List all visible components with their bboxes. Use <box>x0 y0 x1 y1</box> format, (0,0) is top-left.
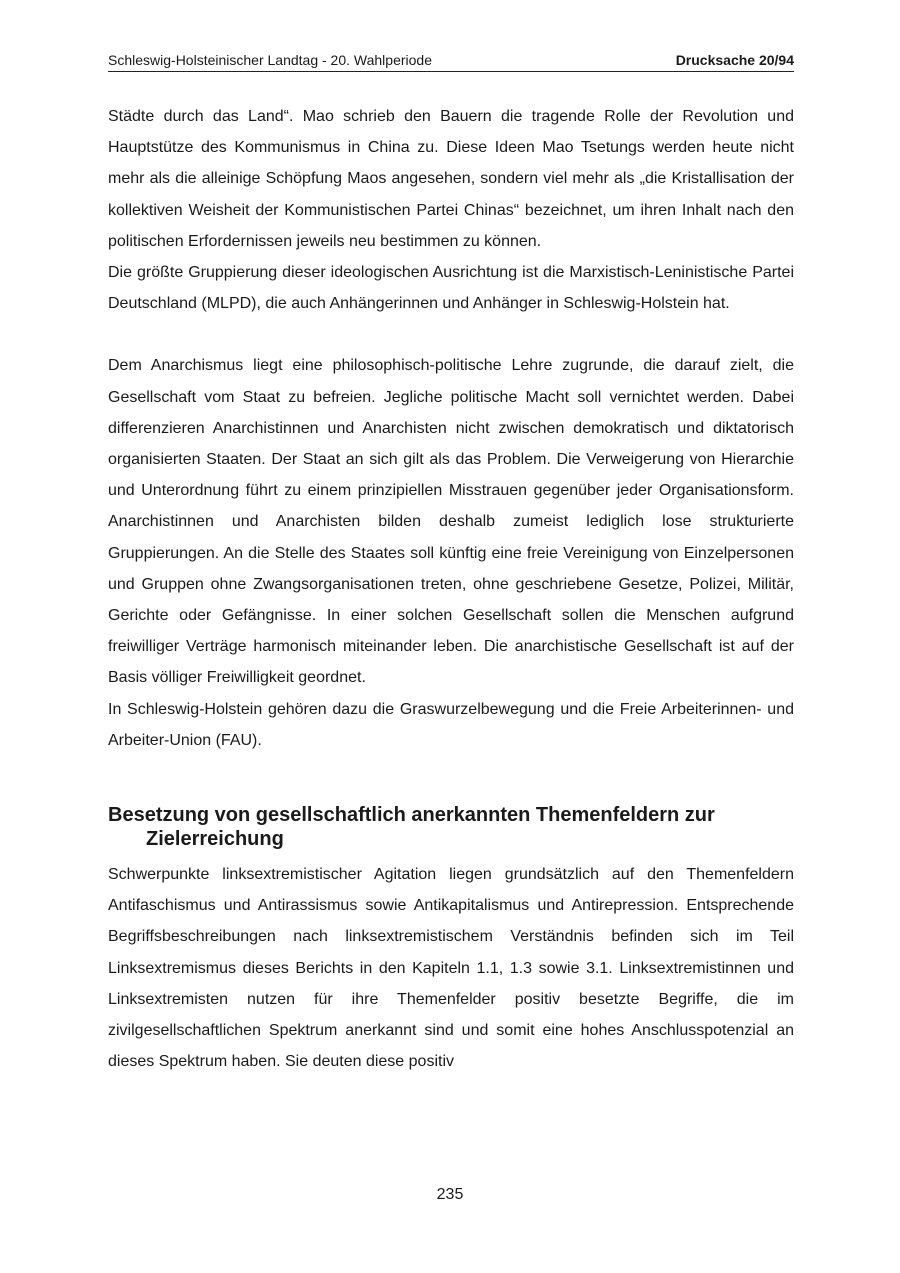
paragraph-spacer <box>108 756 794 787</box>
header-document-number: Drucksache 20/94 <box>675 52 794 68</box>
paragraph-themenfelder: Schwerpunkte linksextremistischer Agitation liegen grundsätzlich auf den Themenfeldern Antifaschismus und Antirassismus sowie Antikapitalismus und Antirepression. Entsprechende Begriffsbeschreibungen nach linksextremistischem Verständnis befinden sich im Teil Linksextremismus dieses Berichts in den Kapiteln 1.1, 1.3 sowie 3.1. Linksextremistinnen und Linksextremisten nutzen für ihre Themenfelder positiv besetzte Begriffe, die im zivilgesellschaftlichen Spektrum anerkannt sind und somit eine hohes Anschlusspotenzial an dieses Spektrum haben. Sie deuten diese positiv <box>108 866 794 1071</box>
section-heading: Besetzung von gesellschaftlich anerkannten Themenfeldern zur Zielerreichung <box>108 804 715 851</box>
header-title: Schleswig-Holsteinischer Landtag - 20. Wahlperiode <box>108 52 432 68</box>
paragraph-spacer <box>108 319 794 350</box>
paragraph-mao: Städte durch das Land“. Mao schrieb den Bauern die tragende Rolle der Revolution und Hauptstütze des Kommunismus in China zu. Diese Ideen Mao Tsetungs werden heute nicht mehr als die alleinige Schöpfung Maos angesehen, sondern viel mehr als „die Kristallisation der kollektiven Weisheit der Kommunistischen Partei Chinas“ bezeichnet, um ihren Inhalt nach den politischen Erfordernissen jeweils neu bestimmen zu können. <box>108 108 794 250</box>
paragraph-mlpd: Die größte Gruppierung dieser ideologischen Ausrichtung ist die Marxistisch-Leninistische Partei Deutschland (MLPD), die auch Anhängerinnen und Anhänger in Schleswig-Holstein hat. <box>108 264 794 313</box>
running-header <box>108 52 794 72</box>
page-number: 235 <box>436 1186 464 1203</box>
document-body <box>108 101 794 1077</box>
paragraph-fau: In Schleswig-Holstein gehören dazu die Graswurzelbewegung und die Freie Arbeiterinnen- und Arbeiter-Union (FAU). <box>108 700 794 749</box>
paragraph-anarchism: Dem Anarchismus liegt eine philosophisch-politische Lehre zugrunde, die darauf zielt, die Gesellschaft vom Staat zu befreien. Jegliche politische Macht soll vernichtet werden. Dabei differenzieren Anarchistinnen und Anarchisten nicht zwischen demokratisch und diktatorisch organisierten Staaten. Der Staat an sich gilt als das Problem. Die Verweigerung von Hierarchie und Unterordnung führt zu einem prinzipiellen Misstrauen gegenüber jeder Organisationsform. Anarchistinnen und Anarchisten bilden deshalb zumeist lediglich lose strukturierte Gruppierungen. An die Stelle des Staates soll künftig eine freie Vereinigung von Einzelpersonen und Gruppen ohne Zwangsorganisationen treten, ohne geschriebene Gesetze, Polizei, Militär, Gerichte oder Gefängnisse. In einer solchen Gesellschaft sollen die Menschen aufgrund freiwilliger Verträge harmonisch miteinander leben. Die anarchistische Gesellschaft ist auf der Basis völliger Freiwilligkeit geordnet. <box>108 357 794 687</box>
